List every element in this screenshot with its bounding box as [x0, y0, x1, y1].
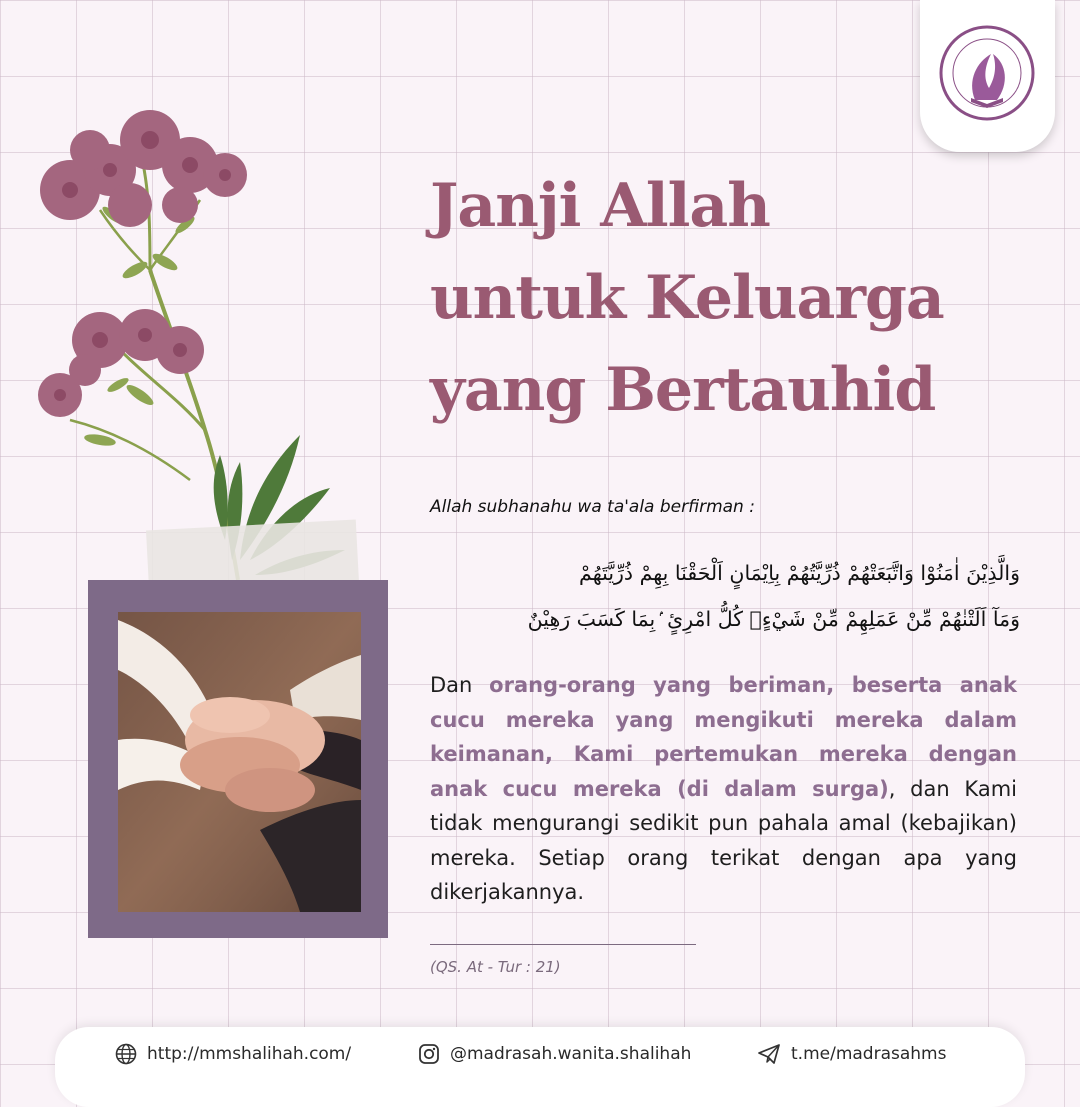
flower-illustration — [0, 0, 420, 950]
arabic-line-2: وَمَآ اَلَتْنٰهُمْ مِّنْ عَمَلِهِمْ مِّنْ شَيْءٍۗ كُلُّ امْرِئٍ ۢبِمَا كَسَبَ رَهِيْنٌ — [527, 607, 1020, 631]
logo-emblem — [937, 18, 1037, 128]
instagram-icon — [418, 1043, 440, 1065]
telegram-link[interactable] — [757, 1043, 946, 1065]
website-link[interactable] — [115, 1043, 351, 1065]
telegram-icon — [757, 1043, 781, 1065]
globe-icon — [115, 1043, 137, 1065]
verse-citation: (QS. At - Tur : 21) — [430, 958, 561, 976]
translation-part-2: , dan Kami tidak mengurangi sedikit pun pahala amal (kebajikan) mereka. Setiap orang terikat dengan apa yang dikerjakannya. — [430, 776, 1017, 904]
title-line-1: Janji Allah — [430, 171, 770, 241]
translation-highlight: orang-orang yang beriman, beserta anak cucu mereka yang mengikuti mereka dalam keimanan, Kami pertemukan mereka dengan anak cucu mereka (di dalam surga) — [430, 673, 1017, 801]
hands-photo — [118, 612, 361, 912]
website-text: http://mmshalihah.com/ — [147, 1044, 352, 1064]
intro-text: Allah subhanahu wa ta'ala berfirman : — [430, 497, 755, 517]
page-title — [430, 160, 1050, 436]
translation-part-1: Dan — [430, 673, 490, 697]
instagram-link[interactable] — [418, 1043, 691, 1065]
title-line-3: yang Bertauhid — [430, 355, 936, 425]
divider — [430, 944, 696, 945]
footer-bar — [55, 1027, 1025, 1107]
logo-badge — [920, 0, 1055, 152]
arabic-line-1: وَالَّذِيْنَ اٰمَنُوْا وَاتَّبَعَتْهُمْ ذُرِّيَّتُهُمْ بِاِيْمَانٍ اَلْحَقْنَا بِهِمْ ذُرِّيَّتَهُمْ — [579, 561, 1020, 585]
arabic-verse — [420, 550, 1020, 642]
translation-text — [430, 668, 1017, 910]
telegram-text: t.me/madrasahms — [791, 1044, 947, 1064]
title-line-2: untuk Keluarga — [430, 263, 944, 333]
instagram-text: @madrasah.wanita.shalihah — [450, 1044, 692, 1064]
